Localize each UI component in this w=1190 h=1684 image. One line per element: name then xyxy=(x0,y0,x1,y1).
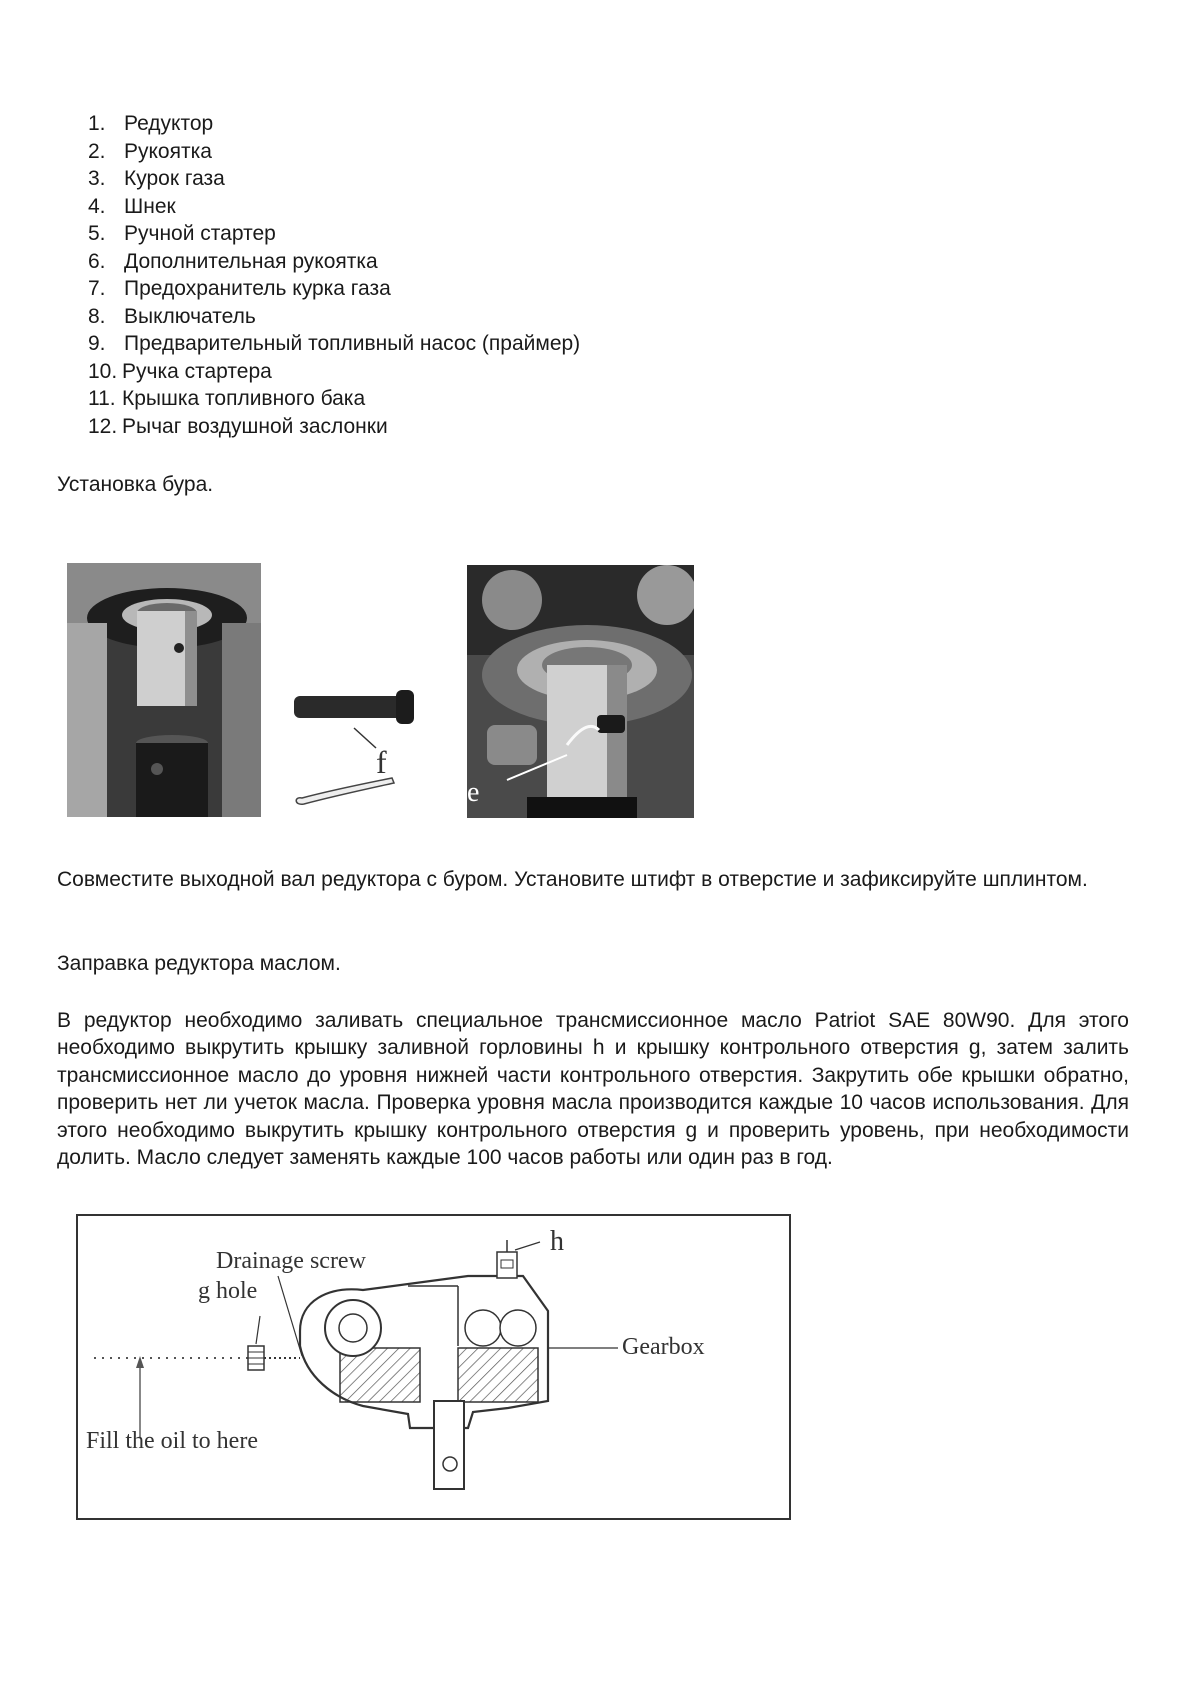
parts-list-label: Ручной стартер xyxy=(124,222,276,245)
parts-list-number: 10. xyxy=(88,359,118,383)
parts-list-item xyxy=(88,275,580,303)
parts-list-item xyxy=(88,220,580,248)
parts-list-number: 6. xyxy=(88,249,106,273)
parts-list-number: 11. xyxy=(88,387,116,410)
label-gearbox: Gearbox xyxy=(622,1334,705,1360)
parts-list-item xyxy=(88,110,580,138)
install-instruction: Совместите выходной вал редуктора с буром. Установите штифт в отверстие и зафиксируйте шплинтом. xyxy=(57,868,1088,891)
parts-list-label: Крышка топливного бака xyxy=(122,387,366,410)
parts-list-number: 1. xyxy=(88,112,106,135)
parts-list-item xyxy=(88,413,580,441)
section-title-install: Установка бура. xyxy=(57,473,214,496)
photo-pin-and-cotter xyxy=(292,680,424,820)
gearbox-oil-diagram xyxy=(76,1214,791,1520)
parts-list-label: Ручка стартера xyxy=(122,359,272,383)
parts-list-number: 4. xyxy=(88,194,106,218)
parts-list-number: 5. xyxy=(88,222,106,245)
parts-list-number: 7. xyxy=(88,277,106,300)
parts-list-item xyxy=(88,248,580,276)
photo-assembled-pin xyxy=(467,565,694,818)
parts-list-item xyxy=(88,303,580,331)
parts-list-label: Редуктор xyxy=(124,112,214,135)
parts-list-item xyxy=(88,193,580,221)
parts-list-number: 3. xyxy=(88,167,106,190)
parts-list-item xyxy=(88,165,580,193)
parts-list-label: Шнек xyxy=(124,194,176,218)
label-fill-oil: Fill the oil to here xyxy=(86,1428,258,1454)
oil-instruction: В редуктор необходимо заливать специальное трансмиссионное масло Patriot SAE 80W90. Для этого необходимо выкрутить крышку заливной горловины h и крышку контрольного отверстия g, затем залить трансмиссионное масло до уровня нижней части контрольного отверстия. Закрутить обе крышки обратно, проверить нет ли учеток масла. Проверка уровня масла производится каждые 10 часов использования. Для этого необходимо выкрутить крышку контрольного отверстия g и проверить уровень, при необходимости долить. Масло следует заменять каждые 100 часов работы или один раз в год. xyxy=(57,1009,1129,1170)
parts-list-number: 12. xyxy=(88,414,118,438)
pin-label-f: f xyxy=(376,744,387,780)
parts-list-number: 8. xyxy=(88,304,106,328)
parts-list-label: Предохранитель курка газа xyxy=(124,277,391,300)
parts-list-item xyxy=(88,330,580,358)
label-drainage-screw: Drainage screw xyxy=(216,1248,366,1274)
parts-list-label: Выключатель xyxy=(124,304,256,328)
label-h: h xyxy=(550,1226,564,1257)
section-title-oil: Заправка редуктора маслом. xyxy=(57,952,341,975)
parts-list-label: Предварительный топливный насос (праймер) xyxy=(124,332,581,355)
parts-list-label: Рукоятка xyxy=(124,139,212,163)
parts-list-item xyxy=(88,385,580,413)
parts-list-label: Дополнительная рукоятка xyxy=(124,249,378,273)
parts-list-number: 9. xyxy=(88,332,106,355)
parts-list-label: Рычаг воздушной заслонки xyxy=(122,414,388,438)
parts-list-number: 2. xyxy=(88,139,106,163)
parts-list-item xyxy=(88,358,580,386)
parts-list-item xyxy=(88,138,580,166)
parts-list-label: Курок газа xyxy=(124,167,225,190)
parts-list xyxy=(88,110,580,440)
cotter-label-e: e xyxy=(467,777,480,808)
photo-shaft-alignment xyxy=(67,563,261,817)
label-g-hole: g hole xyxy=(198,1278,258,1304)
